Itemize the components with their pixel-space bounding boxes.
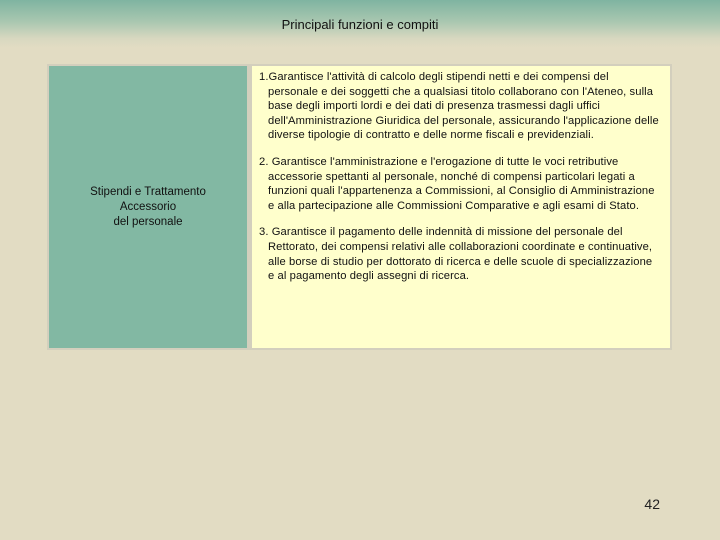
- page-number: 42: [644, 496, 660, 512]
- function-item: 3. Garantisce il pagamento delle indennità di missione del personale del Rettorato, dei compensi relativi alle collaborazioni coordinate e continuative, alle borse di studio per dottorato di ricerca e delle scuole di specializzazione e al pagamento degli assegni di ricerca.: [259, 226, 653, 283]
- office-name-line: del personale: [113, 215, 183, 228]
- function-item: 1.Garantisce l'attività di calcolo degli stipendi netti e dei compensi del personale e dei soggetti che a qualsiasi titolo collaborano con l'Ateneo, sulla base degli importi lordi e dei dati di presenza trasmessi dagli uffici dell'Amministrazione Giuridica del personale, assicurando l'applicazione delle diverse tipologie di contratto e delle norme fiscali e previdenziali.: [259, 71, 659, 142]
- office-name-cell: [49, 66, 247, 348]
- slide-title: Principali funzioni e compiti: [281, 17, 439, 32]
- office-name: [58, 185, 238, 230]
- office-name-line: Stipendi e Trattamento: [90, 185, 206, 198]
- functions-cell: [252, 66, 670, 348]
- function-item: 2. Garantisce l'amministrazione e l'erogazione di tutte le voci retributive accessorie spettanti al personale, nonché di compensi particolari legati a funzioni quali l'appartenenza a Commissioni, al Consiglio di Amministrazione e alla partecipazione alle Commissioni Comparative e agli esami di Stato.: [259, 155, 655, 212]
- functions-table: [47, 64, 672, 350]
- office-name-line: Accessorio: [119, 200, 177, 213]
